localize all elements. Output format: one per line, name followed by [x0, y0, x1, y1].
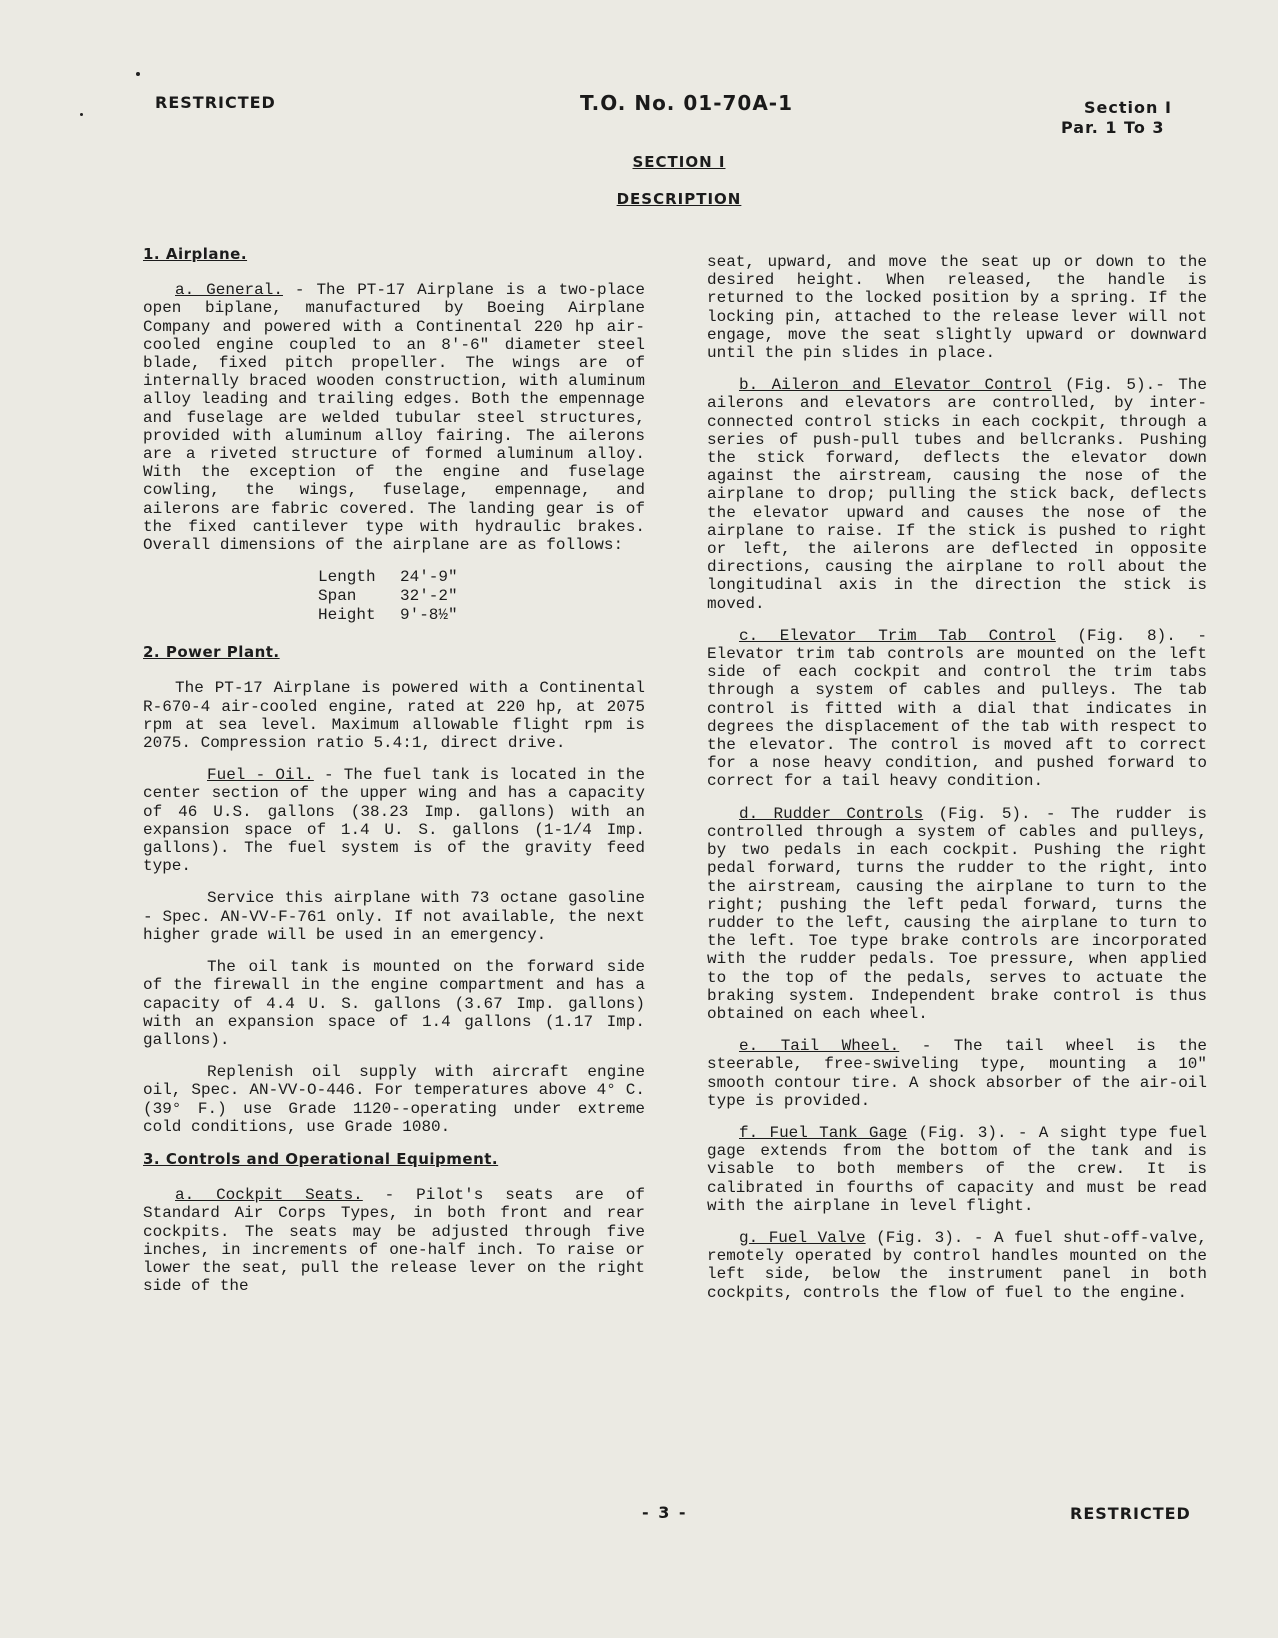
dimension-row: Length 24'-9"	[318, 568, 458, 587]
heading-controls: 3. Controls and Operational Equipment.	[143, 1149, 499, 1168]
paragraph-fuel-oil: Fuel - Oil. - The fuel tank is located in the center section of the upper wing and has a capacity of 46 U.S. gallons (38.23 Imp. gallons) with an expansion space of 1.4 U. S. gallons (1-1/4 Imp. gallons). The fuel system is of the gravity feed type.	[143, 766, 646, 876]
label-fuel-oil: Fuel - Oil.	[207, 766, 314, 785]
header-paragraphs: Par. 1 To 3	[1061, 118, 1165, 137]
paragraph-aileron-elevator: b. Aileron and Elevator Control (Fig. 5).- The ailerons and elevators are controlled, by inter-connected control sticks in each cockpit, through a series of push-pull tubes and bellcranks. Pushing the stick forward, deflects the elevator down against the airstream, causing the nose of the airplane to drop; pulling the stick back, deflects the elevator upward and causes the nose of the airplane to raise. If the stick is pushed to right or left, the ailerons are deflected in opposite directions, causing the airplane to roll about the longitudinal axis in the direction the stick is moved.	[707, 376, 1207, 613]
paragraph-oil-replenish: Replenish oil supply with aircraft engine oil, Spec. AN-VV-O-446. For temperatures above 4° C. (39° F.) use Grade 1120--operating under extreme cold conditions, use Grade 1080.	[143, 1063, 645, 1136]
paragraph-seats-continued: seat, upward, and move the seat up or down to the desired height. When released, the handle is returned to the locked position by a spring. If the locking pin, attached to the release lever will not engage, move the seat slightly upward or downward until the pin slides in place.	[707, 253, 1207, 363]
paragraph-rudder: d. Rudder Controls (Fig. 5). - The rudder is controlled through a system of cables and pulleys, by two pedals in each cockpit. Pushing the right pedal forward, turns the rudder to the right, into the airstream, causing the airplane to turn to the right; pushing the left pedal forward, turns the rudder to the left, causing the airplane to turn to the left. Toe type brake controls are incorporated with the rudder pedals. Toe pressure, when applied to the top of the pedals, serves to actuate the braking system. Independent brake control is thus obtained on each wheel.	[707, 804, 1208, 1023]
dimension-row: Height 9'-8½"	[318, 606, 458, 625]
paragraph-fuel-valve: g. Fuel Valve (Fig. 3). - A fuel shut-off-valve, remotely operated by control handles mounted on the left side, below the instrument panel in both cockpits, controls the flow of fuel to the engine.	[707, 1228, 1207, 1302]
label-cockpit-seats: a. Cockpit Seats.	[175, 1186, 363, 1205]
paragraph-fuel-service: Service this airplane with 73 octane gasoline - Spec. AN-VV-F-761 only. If not available, the next higher grade will be used in an emergency.	[143, 889, 645, 944]
paragraph-power-plant: The PT-17 Airplane is powered with a Continental R-670-4 air-cooled engine, rated at 220 hp, at 2075 rpm at sea level. Maximum allowable flight rpm is 2075. Compression ratio 5.4:1, direct drive.	[143, 679, 645, 753]
footer-restricted: RESTRICTED	[1070, 1504, 1191, 1523]
label-fuel-gage: f. Fuel Tank Gage	[739, 1123, 908, 1142]
header-section-ref	[1061, 98, 1172, 138]
label-fuel-valve: g. Fuel Valve	[739, 1228, 866, 1247]
paragraph-fuel-gage: f. Fuel Tank Gage (Fig. 3). - A sight type fuel gage extends from the bottom of the tank and is visable to both members of the crew. It is calibrated in fourths of capacity and must be read with the airplane in level flight.	[707, 1123, 1207, 1215]
page-number: - 3 -	[642, 1503, 688, 1522]
left-column	[143, 245, 645, 1309]
paragraph-general: a. General. - The PT-17 Airplane is a two-place open biplane, manufactured by Boeing Airplane Company and powered with a Continental 220 hp air-cooled engine coupled to an 8'-6" diameter steel blade, fixed pitch propeller. The wings are of internally braced wooden construction, with aluminum alloy leading and trailing edges. Both the empennage and fuselage are welded tubular steel structures, provided with aluminum alloy fairing. The ailerons are a riveted structure of formed aluminum alloy. With the exception of the engine and fuselage cowling, the wings, fuselage, empennage, and ailerons are fabric covered. The landing gear is of the fixed cantilever type with hydraulic brakes. Overall dimensions of the airplane are as follows:	[143, 281, 646, 555]
document-number: T.O. No. 01-70A-1	[580, 91, 794, 115]
label-tail-wheel: e. Tail Wheel.	[739, 1037, 900, 1056]
scan-speck	[80, 113, 83, 116]
section-subtitle: DESCRIPTION	[616, 190, 742, 208]
paragraph-tail-wheel: e. Tail Wheel. - The tail wheel is the steerable, free-swiveling type, mounting a 10" smooth contour tire. A shock absorber of the air-oil type is provided.	[707, 1037, 1208, 1110]
scan-speck	[136, 72, 140, 76]
right-column	[707, 253, 1207, 1316]
label-trim-tab: c. Elevator Trim Tab Control	[739, 626, 1056, 645]
dimension-row: Span 32'-2"	[318, 587, 458, 606]
label-rudder: d. Rudder Controls	[739, 804, 924, 823]
header-section: Section I	[1084, 98, 1172, 117]
paragraph-oil-tank: The oil tank is mounted on the forward side of the firewall in the engine compartment and has a capacity of 4.4 U. S. gallons (3.67 Imp. gallons) with an expansion space of 1.4 gallons (1.17 Imp. gallons).	[143, 958, 645, 1049]
heading-power-plant: 2. Power Plant.	[143, 643, 280, 662]
heading-airplane: 1. Airplane.	[143, 245, 248, 263]
header-restricted: RESTRICTED	[155, 93, 276, 112]
label-aileron-elevator: b. Aileron and Elevator Control	[739, 376, 1052, 395]
label-general: a. General.	[175, 281, 283, 300]
dimensions-table	[318, 568, 645, 625]
paragraph-trim-tab: c. Elevator Trim Tab Control (Fig. 8). - Elevator trim tab controls are mounted on the left side of each cockpit and control the trim tabs through a system of cables and pulleys. The tab control is fitted with a dial that indicates in degrees the displacement of the tab with respect to the elevator. The control is moved aft to correct for a nose heavy condition, and pushed forward to correct for a tail heavy condition.	[707, 626, 1208, 791]
paragraph-cockpit-seats: a. Cockpit Seats. - Pilot's seats are of Standard Air Corps Types, in both front and rear cockpits. The seats may be adjusted through five inches, in increments of one-half inch. To raise or lower the seat, pull the release lever on the right side of the	[143, 1186, 645, 1296]
section-title: SECTION I	[632, 153, 726, 171]
